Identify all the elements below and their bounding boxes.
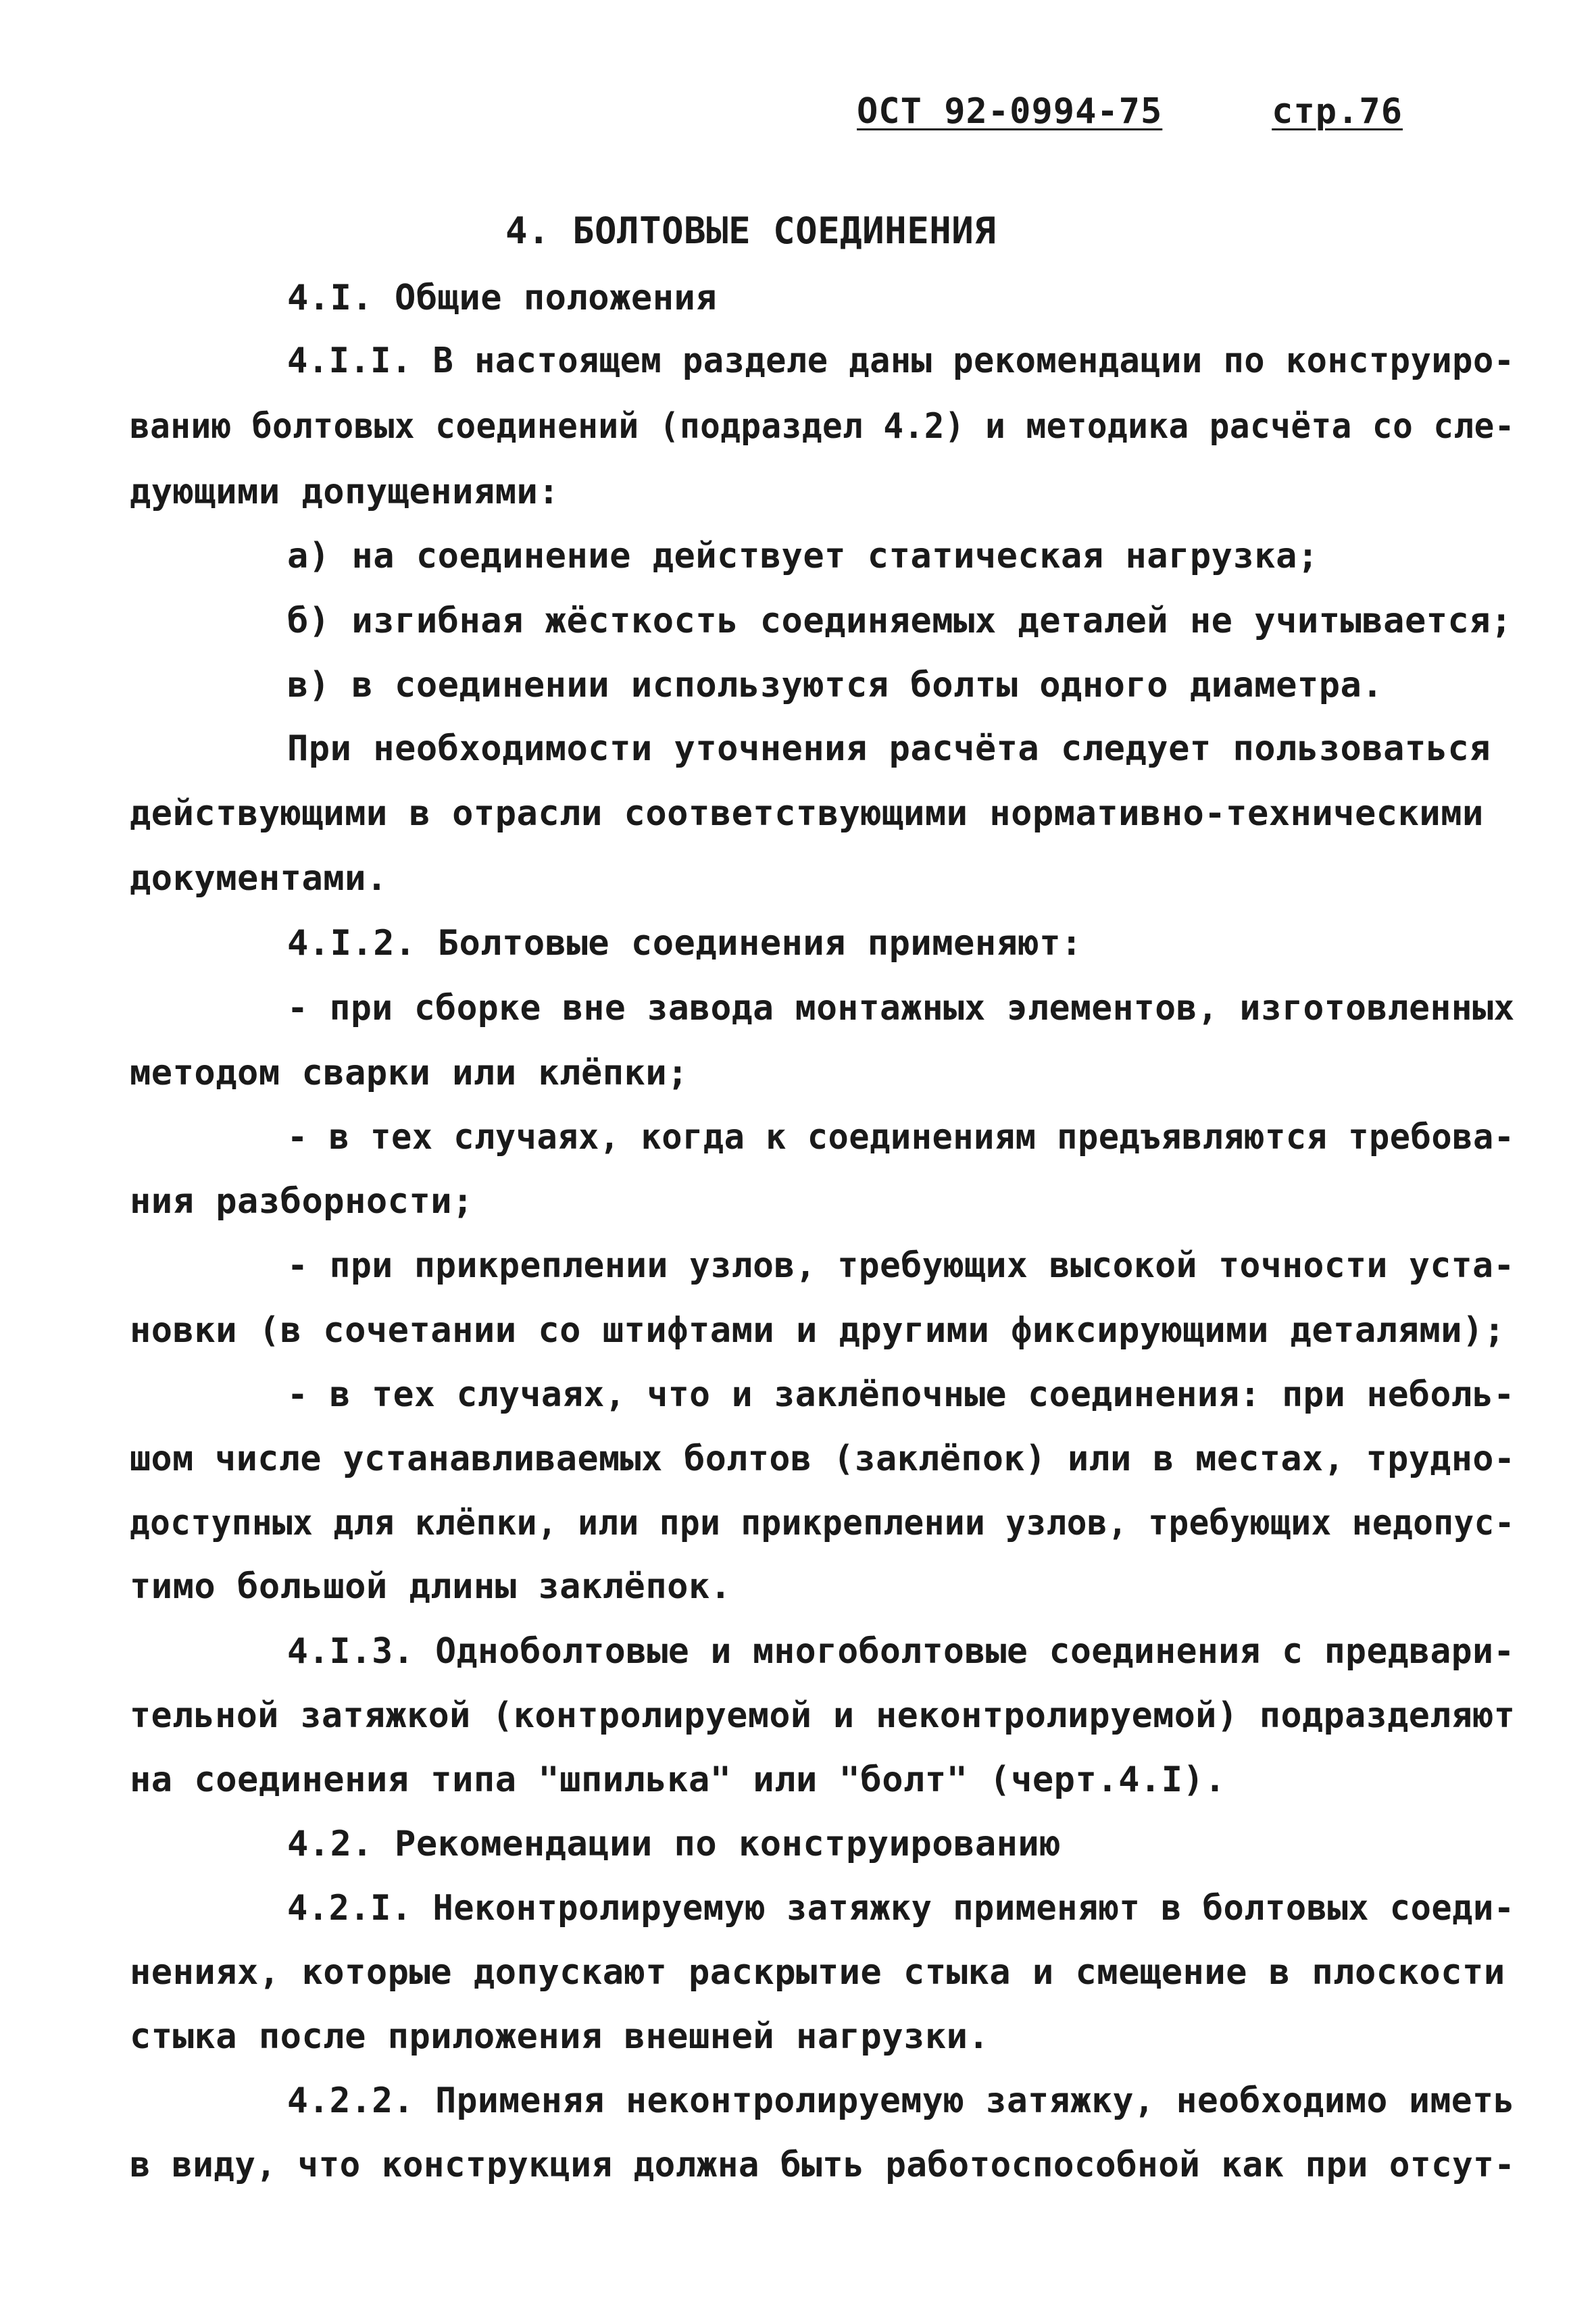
list-item: а) на соединение действует статическая нагрузка; [287, 536, 1319, 576]
list-item: в) в соединении используются болты одного диаметра. [287, 665, 1384, 705]
list-item: - в тех случаях, что и заклёпочные соединения: при неболь- [287, 1374, 1515, 1415]
paragraph-line: на соединения типа "шпилька" или "болт" (черт.4.I). [130, 1760, 1226, 1800]
list-item: тимо большой длины заклёпок. [130, 1566, 732, 1607]
paragraph-line: При необходимости уточнения расчёта следует пользоваться [287, 728, 1491, 769]
paragraph-line: ванию болтовых соединений (подраздел 4.2) и методика расчёта со сле- [130, 406, 1515, 447]
list-item: шом числе устанавливаемых болтов (заклёпок) или в местах, трудно- [130, 1439, 1516, 1479]
page-number: стр.76 [1272, 91, 1403, 132]
paragraph-line: стыка после приложения внешней нагрузки. [130, 2016, 990, 2057]
document-code: ОСТ 92-0994-75 [857, 91, 1163, 132]
paragraph-line: действующими в отрасли соответствующими нормативно-техническими [130, 793, 1484, 834]
list-item: - в тех случаях, когда к соединениям предъявляются требова- [287, 1117, 1515, 1158]
paragraph-line: нениях, которые допускают раскрытие стыка и смещение в плоскости [130, 1952, 1505, 1993]
subsection-heading: 4.2. Рекомендации по конструированию [287, 1824, 1062, 1864]
paragraph-line: 4.2.2. Применяя неконтролируемую затяжку, необходимо иметь [287, 2081, 1515, 2121]
section-title: 4. БОЛТОВЫЕ СОЕДИНЕНИЯ [505, 209, 997, 252]
list-item: - при сборке вне завода монтажных элементов, изготовленных [287, 988, 1515, 1028]
list-item: новки (в сочетании со штифтами и другими фиксирующими деталями); [130, 1310, 1505, 1351]
paragraph-line: 4.I.3. Одноболтовые и многоболтовые соединения с предвари- [287, 1631, 1515, 1672]
paragraph-line: в виду, что конструкция должна быть работоспособной как при отсут- [130, 2145, 1516, 2185]
paragraph-line: 4.I.I. В настоящем разделе даны рекомендации по конструиро- [287, 341, 1515, 381]
paragraph-line: тельной затяжкой (контролируемой и неконтролируемой) подразделяют [130, 1695, 1516, 1736]
paragraph-line: документами. [130, 858, 388, 899]
list-item: б) изгибная жёсткость соединяемых деталей не учитывается; [287, 601, 1512, 641]
paragraph-line: 4.I.2. Болтовые соединения применяют: [287, 923, 1082, 964]
list-item: методом сварки или клёпки; [130, 1053, 689, 1093]
list-item: ния разборности; [130, 1181, 474, 1222]
list-item: - при прикреплении узлов, требующих высокой точности уста- [287, 1245, 1515, 1286]
subsection-title: 4.I. Общие положения [287, 278, 718, 318]
paragraph-line: дующими допущениями: [130, 472, 560, 512]
paragraph-line: 4.2.I. Неконтролируемую затяжку применяют в болтовых соеди- [287, 1888, 1515, 1928]
list-item: доступных для клёпки, или при прикреплении узлов, требующих недопус- [130, 1503, 1515, 1543]
page-header [857, 91, 1403, 139]
